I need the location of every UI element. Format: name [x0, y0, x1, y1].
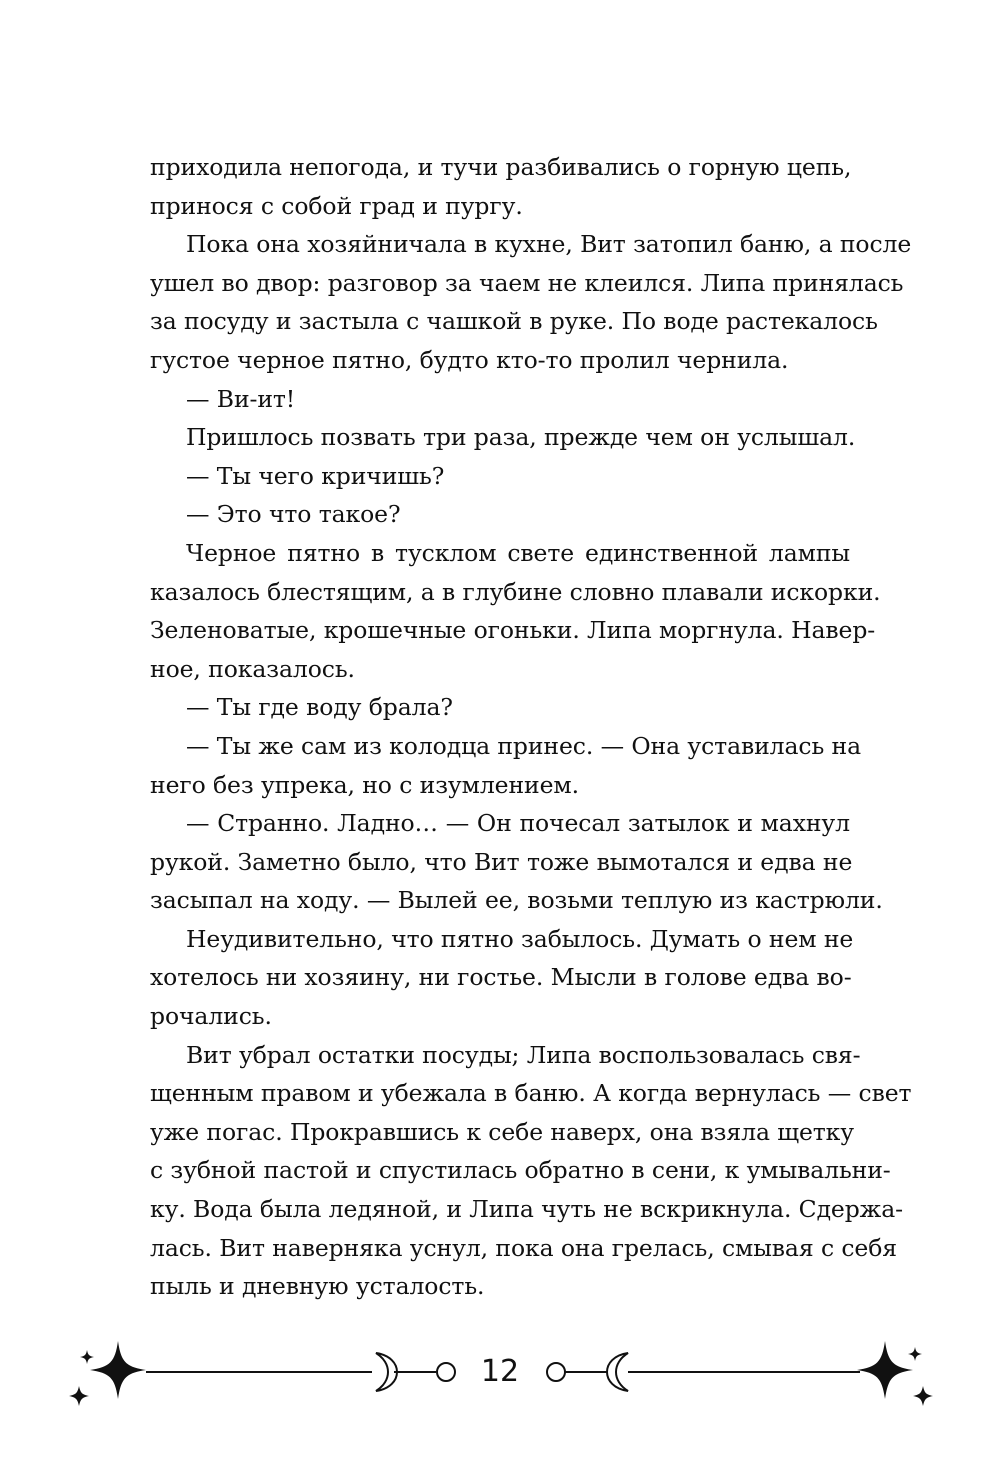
small-star-icon [69, 1350, 94, 1406]
text-line: хотелось ни хозяину, ни гостье. Мысли в голове едва во- [150, 963, 852, 992]
text-line: ушел во двор: разговор за чаем не клеился. Липа принялась [150, 268, 904, 297]
text-line: принося с собой град и пургу. [150, 191, 523, 220]
page-number: 12 [480, 1354, 520, 1389]
text-line: густое черное пятно, будто кто-то пролил чернила. [150, 345, 789, 374]
four-point-star-icon [90, 1341, 146, 1399]
text-line: уже погас. Прокравшись к себе наверх, она взяла щетку [150, 1117, 854, 1146]
text-line: за посуду и застыла с чашкой в руке. По воде растекалось [150, 307, 878, 336]
page-footer-ornament [0, 1320, 1000, 1430]
text-line: лась. Вит наверняка уснул, пока она грелась, смывая с себя [150, 1233, 898, 1262]
text-line: Пока она хозяйничала в кухне, Вит затопил баню, а после [186, 230, 912, 259]
text-line: казалось блестящим, а в глубине словно плавали искорки. [150, 577, 881, 606]
text-line: Вит убрал остатки посуды; Липа воспользовалась свя- [186, 1040, 861, 1069]
text-line: щенным правом и убежала в баню. А когда вернулась — свет [150, 1079, 912, 1108]
text-line: — Ты же сам из колодца принес. — Она уставилась на [186, 731, 862, 760]
text-line: засыпал на ходу. — Вылей ее, возьми теплую из кастрюли. [150, 886, 883, 915]
crescent-moon-icon [607, 1353, 628, 1391]
text-line: — Ты где воду брала? [186, 693, 453, 722]
text-line: Пришлось позвать три раза, прежде чем он услышал. [186, 423, 856, 452]
crescent-moon-icon [376, 1353, 397, 1391]
text-line: рочались. [150, 1002, 272, 1031]
text-line: с зубной пастой и спустилась обратно в сени, к умывальни- [150, 1156, 891, 1185]
text-line: — Странно. Ладно… — Он почесал затылок и махнул [186, 809, 850, 838]
text-line: — Это что такое? [186, 500, 401, 529]
text-line: Черное пятно в тусклом свете единственной лампы [186, 538, 850, 567]
text-line: ку. Вода была ледяной, и Липа чуть не вскрикнула. Сдержа- [150, 1195, 903, 1224]
circle-icon [547, 1363, 565, 1381]
text-line: — Ви-ит! [186, 384, 296, 413]
text-line: — Ты чего кричишь? [186, 461, 445, 490]
text-line: него без упрека, но с изумлением. [150, 770, 579, 799]
text-line: Зеленоватые, крошечные огоньки. Липа моргнула. Навер- [150, 616, 876, 645]
text-line: Неудивительно, что пятно забылось. Думать о нем не [186, 924, 854, 953]
text-line: пыль и дневную усталость. [150, 1272, 485, 1301]
text-line: рукой. Заметно было, что Вит тоже вымотался и едва не [150, 847, 853, 876]
text-line: ное, показалось. [150, 654, 355, 683]
four-point-star-icon [857, 1341, 913, 1399]
text-line: приходила непогода, и тучи разбивались о горную цепь, [150, 153, 852, 181]
body-text [150, 148, 912, 1306]
small-star-icon [908, 1347, 933, 1406]
circle-icon [437, 1363, 455, 1381]
